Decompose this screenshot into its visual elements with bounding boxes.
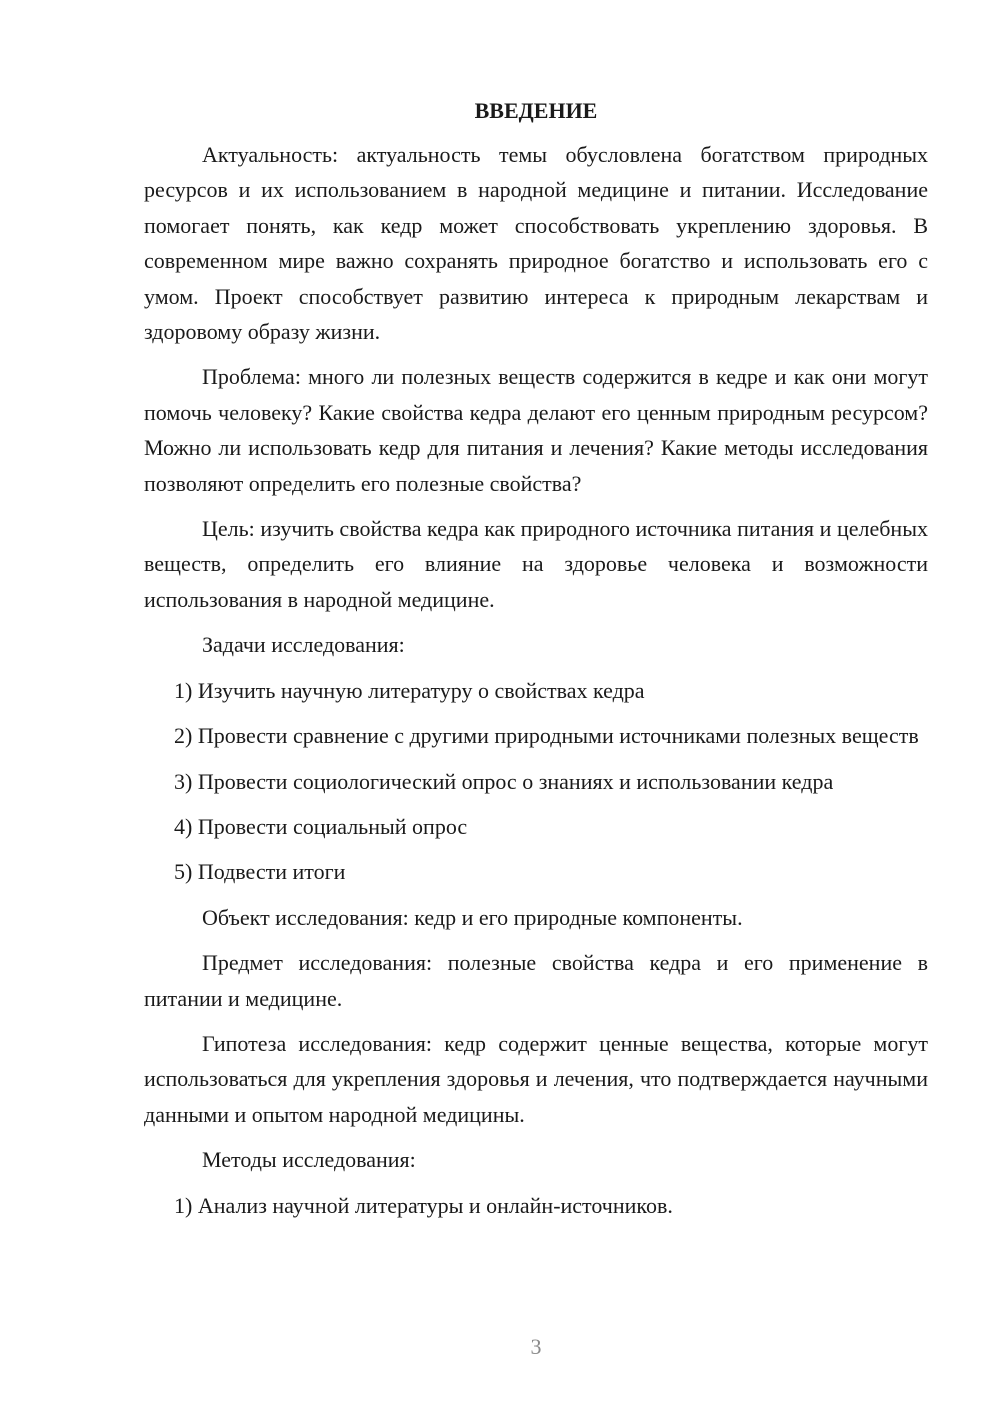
methods-heading: Методы исследования: — [202, 1147, 416, 1173]
task-item: 5) Подвести итоги — [174, 859, 346, 885]
section-title: ВВЕДЕНИЕ — [474, 98, 598, 123]
paragraph-problem: Проблема: много ли полезных веществ содержится в кедре и как они могут помочь человеку? Какие свойства кедра делают его ценным природным ресурсом? Можно ли использовать кедр для питания и лечения? Какие методы исследования позволяют определить его полезные свойства? — [144, 364, 928, 496]
paragraph-goal: Цель: изучить свойства кедра как природного источника питания и целебных веществ, определить его влияние на здоровье человека и возможности использования в народной медицине. — [144, 516, 928, 612]
paragraph-relevance: Актуальность: актуальность темы обусловлена богатством природных ресурсов и их использованием в народной медицине и питании. Исследование помогает понять, как кедр может способствовать укреплению здоровья. В современном мире важно сохранять природное богатство и использовать его с умом. Проект способствует развитию интереса к природным лекарствам и здоровому образу жизни. — [144, 142, 928, 345]
paragraph-subject: Предмет исследования: полезные свойства кедра и его применение в питании и медицине. — [144, 950, 928, 1011]
page-number: 3 — [530, 1334, 542, 1359]
method-item: 1) Анализ научной литературы и онлайн-источников. — [174, 1192, 673, 1218]
tasks-heading: Задачи исследования: — [202, 632, 405, 658]
document-page — [144, 94, 928, 1233]
task-item: 1) Изучить научную литературу о свойствах кедра — [174, 677, 645, 703]
task-item: 4) Провести социальный опрос — [174, 813, 468, 839]
paragraph-hypothesis: Гипотеза исследования: кедр содержит ценные вещества, которые могут использоваться для укрепления здоровья и лечения, что подтверждается научными данными и опытом народной медицины. — [144, 1030, 928, 1127]
task-item: 3) Провести социологический опрос о знаниях и использовании кедра — [174, 768, 834, 794]
task-item: 2) Провести сравнение с другими природными источниками полезных веществ — [174, 723, 919, 749]
paragraph-object: Объект исследования: кедр и его природные компоненты. — [202, 904, 743, 930]
